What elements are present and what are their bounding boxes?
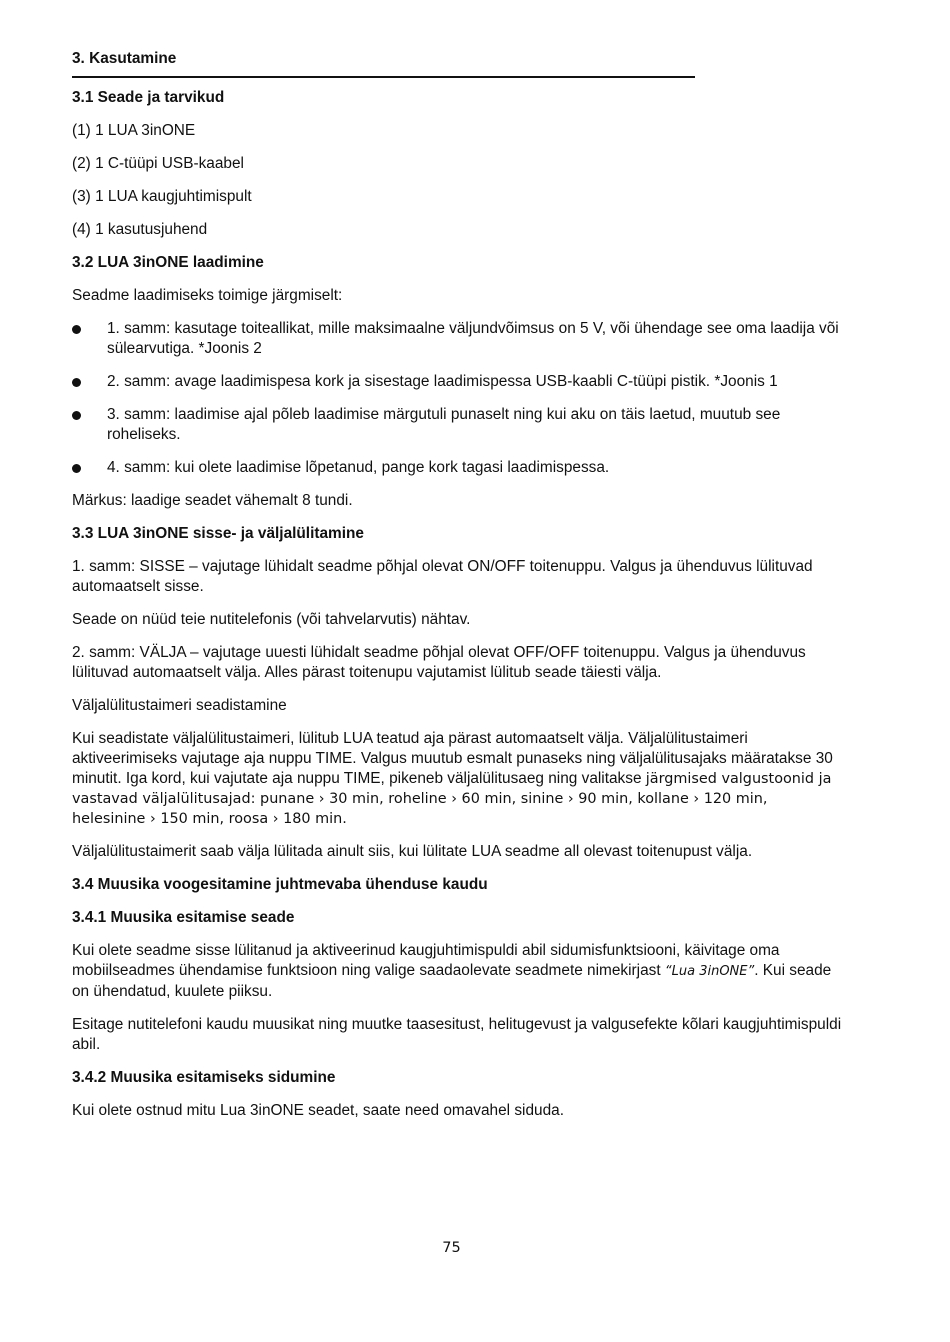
- bullet-icon: [72, 325, 81, 334]
- charging-step-text: 2. samm: avage laadimispesa kork ja sisestage laadimispessa USB-kaabli C-tüüpi pistik. *Joonis 1: [107, 373, 778, 390]
- bullet-icon: [72, 411, 81, 420]
- pairing-text-end: . Kui seade on ühendatud, kuulete piiksu.: [72, 962, 832, 1000]
- charging-step-text: 3. samm: laadimise ajal põleb laadimise märgutuli punaselt ning kui aku on täis laetud, muutub see roheliseks.: [107, 406, 781, 443]
- multi-pairing-paragraph: Kui olete ostnud mitu Lua 3inONE seadet, saate need omavahel siduda.: [72, 1102, 564, 1119]
- device-name: “Lua 3inONE”: [664, 964, 755, 979]
- power-off-paragraph: 2. samm: VÄLJA – vajutage uuesti lühidalt seadme põhjal olevat OFF/OFF toitenuppu. Valgus ja ühenduvus lülituvad automaatselt välja. Alles pärast toitenupu vajutamist lülitub seade täiesti välja.: [72, 644, 806, 681]
- charging-step-text: 4. samm: kui olete laadimise lõpetanud, pange kork tagasi laadimispessa.: [107, 459, 610, 476]
- section-title-underline: [72, 49, 695, 78]
- heading-3-1: 3.1 Seade ja tarvikud: [72, 89, 225, 106]
- accessory-item: (3) 1 LUA kaugjuhtimispult: [72, 188, 252, 205]
- page-number: 75: [442, 1240, 461, 1256]
- timer-subheading: Väljalülitustaimeri seadistamine: [72, 697, 287, 714]
- charging-intro: Seadme laadimiseks toimige järgmiselt:: [72, 287, 343, 304]
- playback-paragraph: Esitage nutitelefoni kaudu muusikat ning muutke taasesitust, helitugevust ja valgusefekte kõlari kaugjuhtimispuldi abil.: [72, 1016, 842, 1053]
- accessory-item: (2) 1 C-tüüpi USB-kaabel: [72, 155, 244, 172]
- heading-3-4-2: 3.4.2 Muusika esitamiseks sidumine: [72, 1069, 336, 1086]
- charging-steps-list: [72, 319, 842, 478]
- visibility-paragraph: Seade on nüüd teie nutitelefonis (või tahvelarvutis) nähtav.: [72, 611, 471, 628]
- bullet-icon: [72, 464, 81, 473]
- pairing-paragraph: [72, 941, 842, 1002]
- charging-step: [72, 458, 842, 478]
- charging-step: [72, 372, 842, 392]
- pairing-text: Kui olete seadme sisse lülitanud ja aktiveerinud kaugjuhtimispuldi abil sidumisfunktsiooni, käivitage oma mobiilseadmes ühendamise funktsioon ning valige saadaolevate seadmete nimekirjast: [72, 942, 780, 979]
- bullet-icon: [72, 378, 81, 387]
- heading-3-2: 3.2 LUA 3inONE laadimine: [72, 254, 264, 271]
- accessory-item: (4) 1 kasutusjuhend: [72, 221, 208, 238]
- heading-3-4-1: 3.4.1 Muusika esitamise seade: [72, 909, 295, 926]
- power-on-paragraph: 1. samm: SISSE – vajutage lühidalt seadme põhjal olevat ON/OFF toitenuppu. Valgus ja ühenduvus lülituvad automaatselt sisse.: [72, 558, 813, 595]
- timer-text: Kui seadistate väljalülitustaimeri, lülitub LUA teatud aja pärast automaatselt välja. Väljalülitustaimeri aktiveerimiseks vajutage aja nuppu TIME. Valgus muutub esmalt punaseks ning väljalülitusajaks määratakse 30 minutit. Iga kord, kui vajutate aja nuppu TIME, pikeneb väljalülitusaeg ning valitakse: [72, 730, 833, 787]
- heading-3-4: 3.4 Muusika voogesitamine juhtmevaba ühenduse kaudu: [72, 876, 488, 893]
- charging-note: Märkus: laadige seadet vähemalt 8 tundi.: [72, 492, 353, 509]
- timer-colors-text: järgmised valgustoonid ja vastavad väljalülitusajad: punane › 30 min, roheline › 60 min, sinine › 90 min, kollane › 120 min, helesinine › 150 min, roosa › 180 min.: [72, 771, 832, 827]
- charging-step-text: 1. samm: kasutage toiteallikat, mille maksimaalne väljundvõimsus on 5 V, või ühendage see oma laadija või sülearvutiga. *Joonis 2: [107, 320, 839, 357]
- heading-3-3: 3.3 LUA 3inONE sisse- ja väljalülitamine: [72, 525, 364, 542]
- section-title: 3. Kasutamine: [72, 50, 177, 67]
- charging-step: [72, 319, 842, 359]
- timer-paragraph: [72, 729, 842, 829]
- charging-step: [72, 405, 842, 445]
- timer-off-paragraph: Väljalülitustaimerit saab välja lülitada ainult siis, kui lülitate LUA seadme all olevast toitenupust välja.: [72, 843, 753, 860]
- document-page: [72, 49, 842, 1134]
- accessory-item: (1) 1 LUA 3inONE: [72, 122, 196, 139]
